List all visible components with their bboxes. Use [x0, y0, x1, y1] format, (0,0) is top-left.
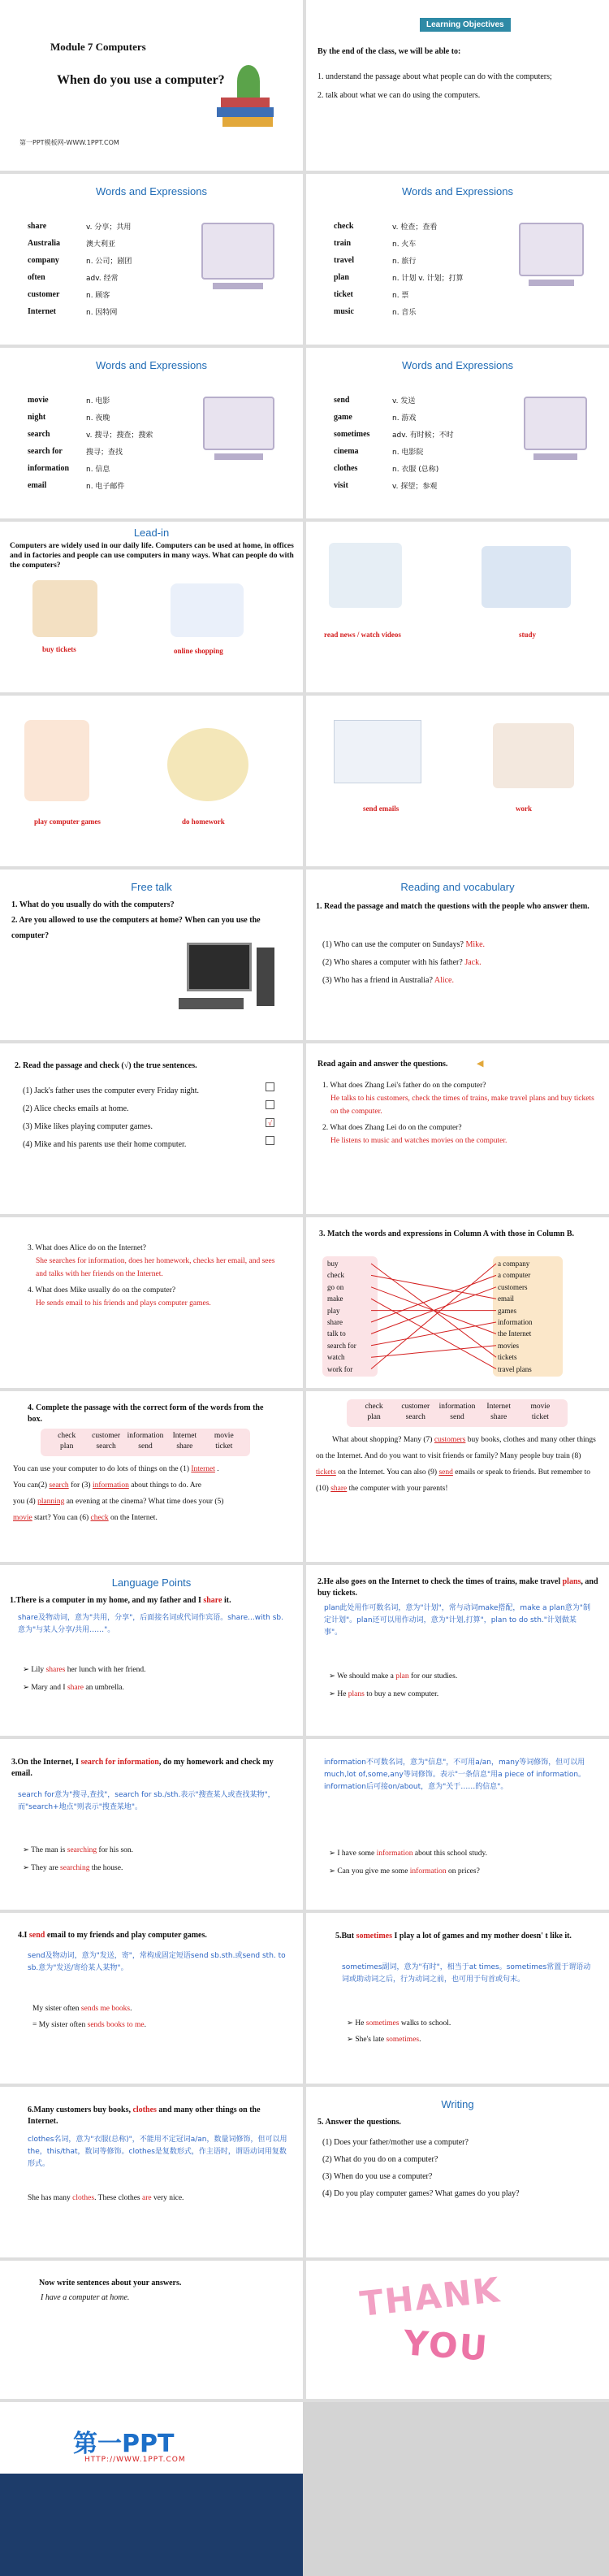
box-word: send: [138, 1442, 153, 1451]
match-item: tickets: [498, 1353, 517, 1362]
vocab-word: company: [28, 256, 59, 265]
slide-words-4: [306, 348, 609, 518]
vocab-word: customer: [28, 290, 60, 299]
question: 3. What does Alice do on the Internet?: [28, 1244, 146, 1252]
blank-answer: Internet: [191, 1465, 215, 1473]
footer-logo: 第一PPT: [73, 2430, 175, 2458]
vocab-meaning: adv. 有时候；不时: [392, 432, 454, 440]
blank-answer: check: [90, 1514, 109, 1522]
slide-heading: Free talk: [131, 881, 172, 893]
vocab-word: plan: [334, 273, 349, 282]
task: 5. Answer the questions.: [317, 2118, 401, 2127]
match-item: make: [327, 1295, 343, 1303]
checkbox[interactable]: [266, 1082, 274, 1091]
slide-uses-2: [0, 696, 303, 866]
slide-matching: [306, 1217, 609, 1388]
you-text: YOU: [402, 2322, 490, 2369]
vocab-word: cinema: [334, 447, 359, 456]
answer: Jack.: [464, 958, 482, 967]
online-shopping-picture: [171, 583, 244, 637]
box-word: information: [438, 1403, 476, 1411]
blank-answer: send: [438, 1468, 453, 1477]
slide-heading: Writing: [441, 2098, 474, 2110]
sentence: (4) Mike and his parents use their home computer.: [23, 1140, 187, 1149]
vocab-word: movie: [28, 396, 49, 405]
vocab-meaning: v. 搜寻；搜查；搜索: [86, 432, 153, 440]
vocab-meaning: n. 游戏: [392, 414, 417, 423]
question: (1) Who can use the computer on Sundays?: [322, 940, 464, 949]
vocab-meaning: n. 电子邮件: [86, 483, 125, 491]
slide-heading: Words and Expressions: [401, 185, 514, 197]
vocab-word: visit: [334, 481, 348, 490]
point-heading: 1.There is a computer in my home, and my father and I share it.: [10, 1596, 231, 1605]
slide-objectives: [306, 0, 609, 171]
point-note: plan此处用作可数名词，意为"计划"，常与动词make搭配，make a plan意为"制定计划"。plan还可以用作动词，意为"计划,打算"，plan to do sth."计划做某事"。: [324, 1604, 590, 1637]
slide-language-4: information不可数名词，意为"信息"，不可用a/an，many等词修饰，但可以用much,lot of,some,any等词修饰。表示"一条信息"用a piece of information。information后可接on/about，意为"关于……的信息"。 ➢ I have some information about this school study. ➢ Can you give me some information on prices?: [306, 1739, 609, 1910]
vocab-word: information: [28, 464, 70, 473]
slide-words-2: [306, 174, 609, 345]
vocab-word: Internet: [28, 307, 56, 316]
buy-tickets-picture: [32, 580, 97, 637]
slide-thank-you: [306, 2261, 609, 2399]
vocab-meaning: n. 公司；剧团: [86, 258, 132, 266]
box-word: movie: [530, 1403, 551, 1411]
question: (3) When do you use a computer?: [322, 2172, 433, 2181]
vocab-word: train: [334, 239, 352, 248]
match-item: a company: [498, 1260, 530, 1268]
vocab-word: share: [28, 222, 47, 231]
objectives-list: [317, 70, 598, 102]
vocab-meaning: n. 电影: [86, 397, 110, 405]
blank-answer: customers: [434, 1436, 466, 1444]
vocab-word: night: [28, 413, 46, 422]
match-item: work for: [327, 1364, 353, 1373]
vocab-list: [334, 392, 496, 494]
point-heading: 5.But sometimes I play a lot of games and my mother doesn' t like it.: [335, 1932, 572, 1941]
task: 1. Read the passage and match the questions with the people who answer them.: [316, 902, 590, 911]
vocab-meaning: adv. 经常: [86, 275, 119, 283]
sentence: (2) Alice checks emails at home.: [23, 1104, 129, 1113]
vocab-meaning: v. 探望；参观: [392, 483, 438, 491]
games-picture: [24, 720, 89, 801]
vocab-word: check: [334, 222, 354, 231]
box-word: information: [127, 1432, 164, 1440]
match-item: customers: [498, 1282, 528, 1291]
vocab-meaning: n. 票: [392, 292, 409, 300]
question: (4) Do you play computer games? What games do you play?: [322, 2189, 520, 2198]
slide-language-5: 4.I send email to my friends and play computer games. send及物动词，意为"发送，寄"，常构成固定短语send sb.sth.或send sth. to sb.意为"发送/寄给某人某物"。 My sister often sends me books. = My sister often sends books to me.: [0, 1913, 303, 2084]
caption: work: [516, 804, 532, 813]
task: 2. Read the passage and check (√) the true sentences.: [15, 1061, 197, 1070]
study-picture: [482, 546, 571, 608]
lesson-title: When do you use a computer?: [57, 73, 225, 87]
vocab-meaning: n. 衣服 (总称): [392, 466, 439, 474]
match-lines: [306, 1217, 609, 1388]
box-word: customer: [401, 1403, 430, 1411]
match-item: search for: [327, 1341, 356, 1350]
task: Read again and answer the questions.: [317, 1060, 448, 1069]
answer: Mike.: [465, 940, 486, 949]
match-item: travel plans: [498, 1364, 532, 1373]
caption: study: [519, 631, 537, 639]
vocab-list: [28, 218, 190, 320]
slide-check-sentences: [0, 1043, 303, 1214]
vocab-word: email: [28, 481, 47, 490]
question: 2. Are you allowed to use the computers at home? When can you use the computer?: [11, 916, 261, 940]
vocab-meaning: 搜寻；查找: [86, 449, 123, 457]
vocab-meaning: 澳大利亚: [86, 241, 116, 249]
question: (1) Does your father/mother use a computer?: [322, 2138, 469, 2147]
task: 3. Match the words and expressions in Column A with those in Column B.: [319, 1229, 575, 1238]
slide-write-sentences: [0, 2261, 303, 2399]
box-word: customer: [92, 1432, 120, 1440]
vocab-meaning: v. 分享；共用: [86, 223, 132, 232]
match-item: email: [498, 1295, 514, 1303]
homework-picture: [167, 728, 248, 801]
thank-text: THANK: [357, 2270, 503, 2324]
slide-language-6: 5.But sometimes I play a lot of games and my mother doesn' t like it. sometimes副词，意为"有时"，相当于at times。sometimes常置于谓语动词或助动词之后，行为动词之前，也可用于句首或句末。 ➢ He sometimes walks to school. ➢ She's late sometimes.: [306, 1913, 609, 2084]
checkbox-checked[interactable]: √: [266, 1118, 274, 1127]
blank-answer: search: [49, 1481, 69, 1490]
slide-heading: Lead-in: [133, 527, 170, 539]
point-note: send及物动词，意为"发送，寄"，常构成固定短语send sb.sth.或send sth. to sb.意为"发送/寄给某人某物"。: [28, 1952, 286, 1972]
slide-language-2: 2.He also goes on the Internet to check the times of trains, make travel plans, and buy tickets. plan此处用作可数名词，意为"计划"，常与动词make搭配，make a plan意为"制定计划"。plan还可以用作动词，意为"计划,打算"，plan to do sth."计划做某事"。 ➢ We should make a plan for our studies. ➢ He plans to buy a new computer.: [306, 1565, 609, 1736]
box-word: plan: [60, 1442, 74, 1451]
point-heading: 2.He also goes on the Internet to check the times of trains, make travel plans, and buy tickets.: [317, 1577, 598, 1598]
caption: do homework: [182, 817, 225, 826]
box-word: share: [176, 1442, 193, 1451]
question: 1. What does Zhang Lei's father do on the computer?: [322, 1082, 486, 1090]
match-item: movies: [498, 1341, 519, 1350]
answer: He sends email to his friends and plays computer games.: [36, 1299, 211, 1308]
checkbox[interactable]: [266, 1136, 274, 1145]
match-item: a computer: [498, 1271, 531, 1280]
objective-item: 1. understand the passage about what people can do with the computers;: [317, 72, 552, 81]
vocab-word: travel: [334, 256, 354, 265]
question: (3) Who has a friend in Australia?: [322, 976, 433, 985]
slide-heading: Reading and vocabulary: [400, 881, 515, 893]
task: Now write sentences about your answers.: [39, 2279, 182, 2288]
match-item: talk to: [327, 1329, 346, 1338]
blank-answer: share: [330, 1485, 348, 1493]
slide-language-7: 6.Many customers buy books, clothes and many other things on the Internet. clothes名词，意为"衣服(总称)"，不能用不定冠词a/an，数量词修饰，但可以用the，this/that，数词等修饰。clothes是复数形式，作主语时，谓语动词用复数形式。 She has many clothes. These clothes are very nice.: [0, 2087, 303, 2257]
vocab-word: Australia: [28, 239, 60, 248]
vocab-meaning: n. 音乐: [392, 309, 417, 317]
sentence: (1) Jack's father uses the computer every Friday night.: [23, 1086, 200, 1095]
slide-heading: Words and Expressions: [95, 359, 208, 371]
caption: online shopping: [174, 647, 223, 655]
question: (2) Who shares a computer with his father?: [322, 958, 463, 967]
vocab-meaning: n. 旅行: [392, 258, 417, 266]
footer-url[interactable]: HTTP://WWW.1PPT.COM: [84, 2456, 186, 2464]
slide-language-3: 3.On the Internet, I search for information, do my homework and check my email. search for意为"搜寻,查找"，search for sb./sth.表示"搜查某人或查找某物"，而"search+地点"则表示"搜查某地"。 ➢ The man is searching for his son. ➢ They are searching the house.: [0, 1739, 303, 1910]
footer-links-panel: [0, 2474, 303, 2576]
point-note: search for意为"搜寻,查找"，search for sb./sth.表示"搜查某人或查找某物"，而"search+地点"则表示"搜查某地"。: [18, 1791, 275, 1811]
question: 1. What do you usually do with the computers?: [11, 900, 175, 909]
vocab-word: game: [334, 413, 352, 422]
objectives-intro: By the end of the class, we will be able to:: [317, 47, 461, 56]
news-picture: [329, 543, 402, 608]
match-item: play: [327, 1306, 340, 1315]
point-heading: 4.I send email to my friends and play computer games.: [18, 1931, 207, 1940]
box-word: share: [490, 1413, 508, 1421]
caption: play computer games: [34, 817, 101, 826]
box-word: check: [58, 1432, 76, 1440]
vocab-word: ticket: [334, 290, 353, 299]
slide-free-talk: [0, 870, 303, 1040]
point-heading: 3.On the Internet, I search for information, do my homework and check my email.: [11, 1758, 274, 1778]
box-word: check: [365, 1403, 383, 1411]
task: 4. Complete the passage with the correct form of the words from the box.: [28, 1403, 264, 1424]
box-word: plan: [367, 1413, 381, 1421]
question: 2. What does Zhang Lei do on the computer?: [322, 1124, 462, 1132]
vocab-meaning: n. 顾客: [86, 292, 110, 300]
slide-heading: Words and Expressions: [95, 185, 208, 197]
site-label: 第一PPT模板网-WWW.1PPT.COM: [19, 139, 119, 146]
sentence: (3) Mike likes playing computer games.: [23, 1122, 153, 1131]
box-word: movie: [214, 1432, 234, 1440]
vocab-word: sometimes: [334, 430, 370, 439]
point-note: clothes名词，意为"衣服(总称)"，不能用不定冠词a/an，数量词修饰，但可以用the，this/that，数词等修饰。clothes是复数形式，作主语时，谓语动词用复数形式。: [28, 2136, 287, 2168]
match-line: [371, 1346, 496, 1357]
match-item: go on: [327, 1282, 344, 1291]
vocab-word: clothes: [334, 464, 358, 473]
vocab-word: send: [334, 396, 350, 405]
slide-words-3: [0, 348, 303, 518]
vocab-meaning: n. 因特网: [86, 309, 118, 317]
module-label: Module 7 Computers: [50, 41, 146, 53]
match-item: watch: [327, 1353, 345, 1362]
slide-language-1: Language Points 1.There is a computer in my home, and my father and I share it. share及物动词，意为"共用，分享"，后面接名词或代词作宾语。share...with sb.意为"与某人分享/共用……"。 ➢ Lily shares her lunch with her friend. ➢ Mary and I share an umbrella.: [0, 1565, 303, 1736]
blank-answer: tickets: [316, 1468, 336, 1477]
word-box: [347, 1399, 568, 1427]
passage: You can use your computer to do lots of things on the (1) Internet . You can(2) search for (3) information about things to do. Are you (4) planning an evening at the cinema? What time does your (5) movie start? You can (6) check on the Internet.: [13, 1465, 224, 1522]
slide-heading: Words and Expressions: [401, 359, 514, 371]
box-word: search: [405, 1413, 425, 1421]
caption: buy tickets: [42, 645, 76, 653]
vocab-meaning: n. 火车: [392, 241, 417, 249]
computer-illustration: [519, 223, 584, 276]
word-box: [41, 1429, 250, 1456]
vocab-list: [334, 218, 496, 320]
slide-reading: [306, 870, 609, 1040]
footer: [0, 2402, 609, 2576]
slide-title: [0, 0, 303, 171]
point-note: information不可数名词，意为"信息"，不可用a/an，many等词修饰，但可以用much,lot of,some,any等词修饰。表示"一条信息"用a piece of information。information后可接on/about，意为"关于……的信息"。: [324, 1759, 586, 1791]
match-line: [371, 1322, 496, 1346]
computer-illustration: [524, 397, 587, 450]
example-sentence: I have a computer at home.: [41, 2293, 130, 2302]
vocab-meaning: n. 夜晚: [86, 414, 110, 423]
match-line: [371, 1275, 496, 1322]
slide-writing: [306, 2087, 609, 2257]
question: 4. What does Mike usually do on the computer?: [28, 1286, 176, 1295]
match-item: the Internet: [498, 1329, 532, 1338]
speaker-icon[interactable]: ◀: [477, 1059, 484, 1069]
box-word: ticket: [215, 1442, 233, 1451]
slide-words-1: [0, 174, 303, 345]
vocab-meaning: n. 电影院: [392, 449, 424, 457]
passage: What about shopping? Many (7) customers buy books, clothes and many other things on the Internet. And do you want to visit friends or family? Many people buy train (8) tickets on the Internet. You can also (9) send emails or speak to friends. But remember to (10) share the computer with your parents!: [316, 1436, 596, 1493]
match-item: buy: [327, 1260, 339, 1268]
books-illustration: [205, 49, 278, 138]
vocab-meaning: n. 计划 v. 计划；打算: [392, 275, 464, 283]
slide-read-again: [306, 1043, 609, 1214]
answer: He listens to music and watches movies on the computer.: [330, 1137, 508, 1145]
computer-illustration: [187, 943, 252, 991]
match-line: [371, 1264, 496, 1369]
question: (2) What do you do on a computer?: [322, 2155, 438, 2164]
caption: read news / watch videos: [324, 631, 401, 639]
box-word: ticket: [531, 1413, 549, 1421]
vocab-meaning: n. 信息: [86, 466, 110, 474]
match-item: games: [498, 1306, 516, 1315]
vocab-list: [28, 392, 190, 494]
answer: Alice.: [434, 976, 454, 985]
answer: She searches for information, does her homework, checks her email, and sees and talks with her friends on the Internet.: [36, 1257, 275, 1278]
slide-lead-in: [0, 522, 303, 692]
match-item: information: [498, 1318, 533, 1327]
slide-complete-1: [0, 1391, 303, 1562]
blank-answer: movie: [13, 1514, 32, 1522]
caption: send emails: [363, 804, 400, 813]
box-word: search: [96, 1442, 116, 1451]
blank-answer: information: [92, 1481, 129, 1490]
computer-illustration: [201, 223, 274, 280]
slide-uses-3: [306, 696, 609, 866]
vocab-meaning: v. 检查；查看: [392, 223, 438, 232]
box-word: Internet: [486, 1403, 511, 1411]
point-heading: 6.Many customers buy books, clothes and many other things on the Internet.: [28, 2105, 261, 2126]
checkbox[interactable]: [266, 1100, 274, 1109]
point-note: sometimes副词，意为"有时"，相当于at times。sometimes常置于谓语动词或助动词之后，行为动词之前，也可用于句首或句末。: [342, 1963, 591, 1984]
vocab-meaning: v. 发送: [392, 397, 416, 405]
match-item: share: [327, 1318, 343, 1327]
slide-uses-1: [306, 522, 609, 692]
computer-illustration: [203, 397, 274, 450]
work-picture: [493, 723, 574, 788]
box-word: Internet: [172, 1432, 197, 1440]
vocab-word: music: [334, 307, 354, 316]
objective-item: 2. talk about what we can do using the computers.: [317, 91, 481, 100]
vocab-word: search: [28, 430, 50, 439]
objectives-badge: Learning Objectives: [420, 18, 511, 32]
match-item: check: [327, 1271, 344, 1280]
vocab-word: search for: [28, 447, 63, 456]
lead-in-text: Computers are widely used in our daily life. Computers can be used at home, in offices and in factories and people can use computers in many ways. What can people do with the computers?: [10, 542, 294, 570]
slide-heading: Language Points: [111, 1576, 192, 1589]
email-picture: [334, 720, 421, 783]
answer: He talks to his customers, check the times of trains, make travel plans and buy tickets on the computer.: [330, 1095, 594, 1116]
point-note: share及物动词，意为"共用，分享"，后面接名词或代词作宾语。share...with sb.意为"与某人分享/共用……"。: [18, 1614, 283, 1634]
slide-complete-2: [306, 1391, 609, 1562]
box-word: send: [450, 1413, 464, 1421]
vocab-word: often: [28, 273, 45, 282]
match-line: [371, 1275, 496, 1299]
blank-answer: planning: [37, 1498, 65, 1506]
slide-read-again-2: [0, 1217, 303, 1388]
